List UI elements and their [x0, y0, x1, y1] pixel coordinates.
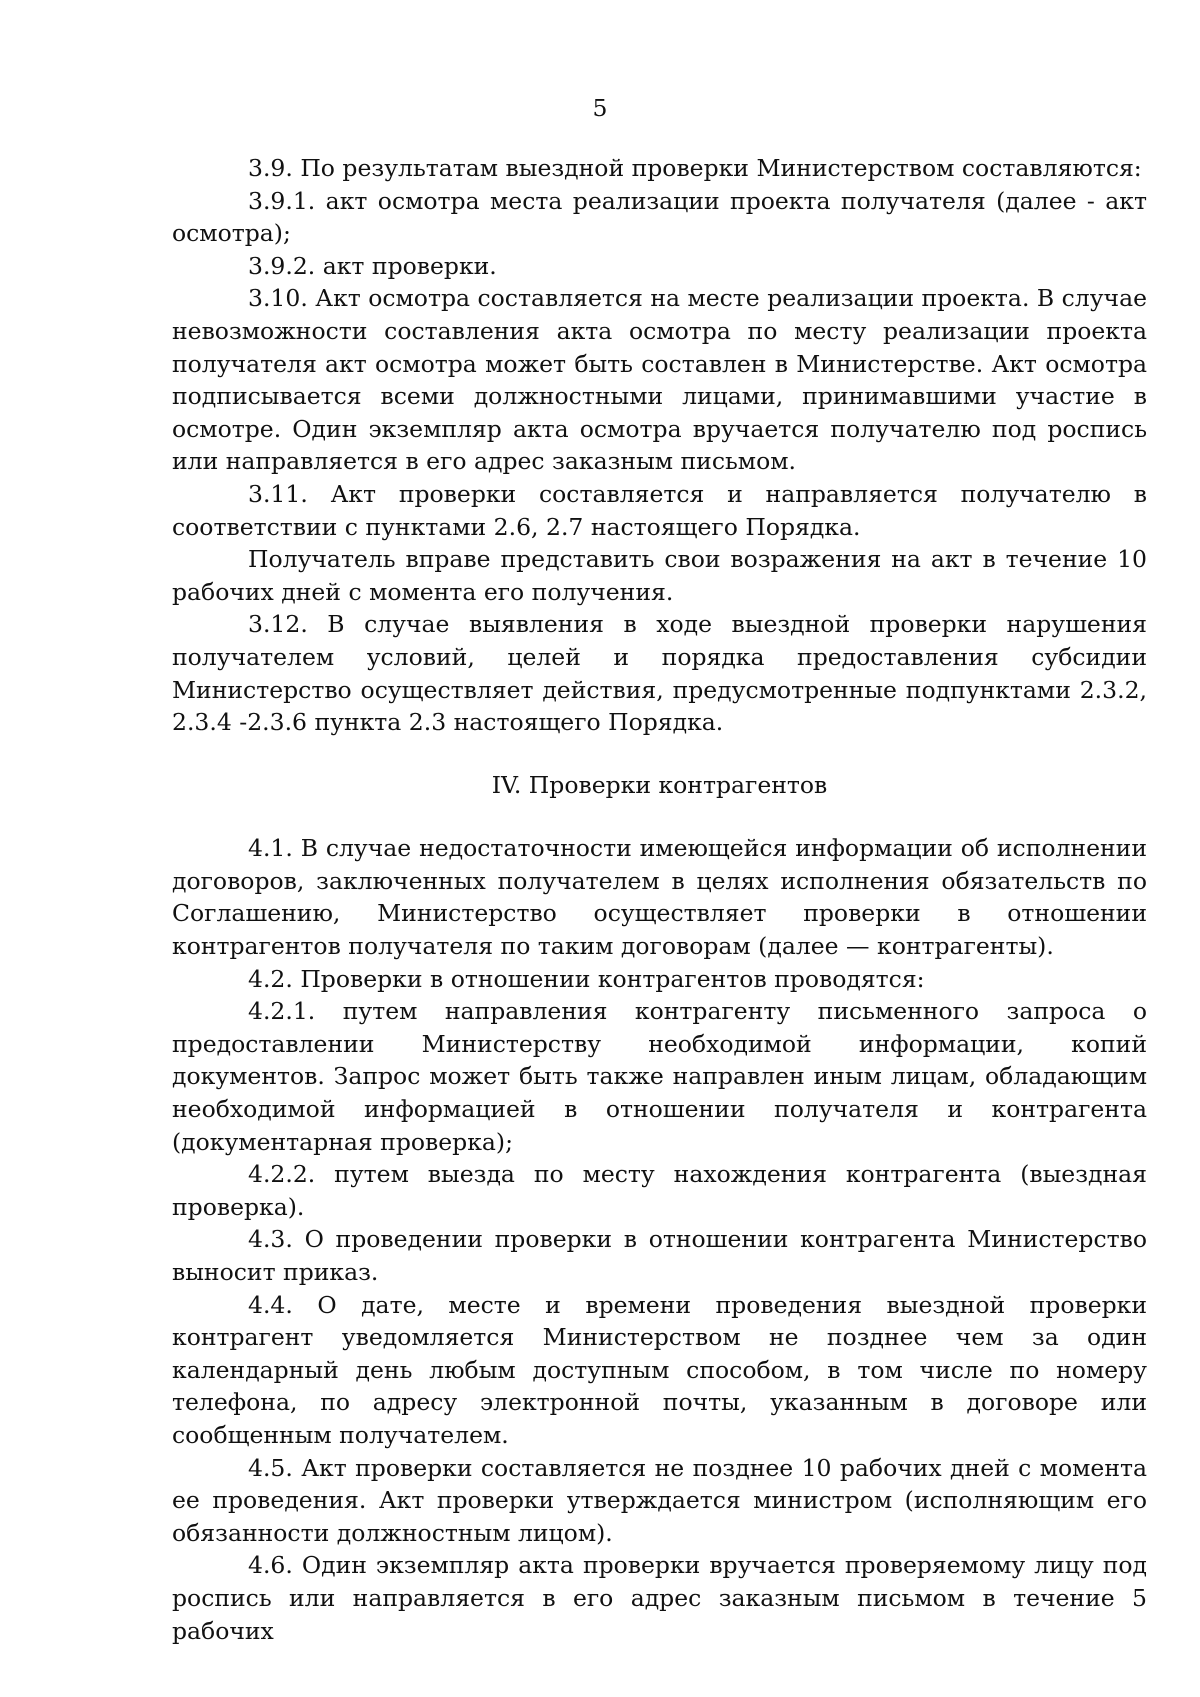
paragraph-4-2: 4.2. Проверки в отношении контрагентов проводятся:: [248, 964, 925, 993]
section-heading-iv: IV. Проверки контрагентов: [491, 770, 828, 799]
paragraph-4-5: 4.5. Акт проверки составляется не позднее 10 рабочих дней с момента ее проведения. Акт проверки утверждается министром (исполняющим его обязанности должностным лицом).: [172, 1453, 1147, 1547]
paragraph-4-6: 4.6. Один экземпляр акта проверки вручается проверяемому лицу под роспись или направляется в его адрес заказным письмом в течение 5 рабочих: [172, 1551, 1147, 1645]
paragraph-4-2-1: 4.2.1. путем направления контрагенту письменного запроса о предоставлении Министерству необходимой информации, копий документов. Запрос может быть также направлен иным лицам, обладающим необходимой информацией в отношении получателя и контрагента (документарная проверка);: [172, 997, 1147, 1156]
page-number: 5: [592, 94, 608, 122]
paragraph-objections: Получатель вправе представить свои возражения на акт в течение 10 рабочих дней с момента его получения.: [172, 545, 1147, 606]
paragraph-3-9-1: 3.9.1. акт осмотра места реализации проекта получателя (далее - акт осмотра);: [172, 186, 1147, 248]
paragraph-4-1: 4.1. В случае недостаточности имеющейся информации об исполнении договоров, заключенных получателем в целях исполнения обязательств по Соглашению, Министерство осуществляет проверки в отношении контрагентов получателя по таким договорам (далее — контрагенты).: [172, 834, 1147, 961]
paragraph-3-12: 3.12. В случае выявления в ходе выездной проверки нарушения получателем условий, целей и порядка предоставления субсидии Министерство осуществляет действия, предусмотренные подпунктами 2.3.2, 2.3.4 -2.3.6 пункта 2.3 настоящего Порядка.: [172, 610, 1147, 737]
paragraph-3-11: 3.11. Акт проверки составляется и направляется получателю в соответствии с пунктами 2.6, 2.7 настоящего Порядка.: [172, 479, 1147, 541]
paragraph-3-9: 3.9. По результатам выездной проверки Министерством составляются:: [248, 154, 1142, 182]
paragraph-4-3: 4.3. О проведении проверки в отношении контрагента Министерство выносит приказ.: [172, 1225, 1147, 1286]
paragraph-3-9-2: 3.9.2. акт проверки.: [248, 251, 497, 280]
paragraph-4-2-2: 4.2.2. путем выезда по месту нахождения контрагента (выездная проверка).: [172, 1160, 1147, 1221]
paragraph-3-10: 3.10. Акт осмотра составляется на месте реализации проекта. В случае невозможности составления акта осмотра по месту реализации проекта получателя акт осмотра может быть составлен в Министерстве. Акт осмотра подписывается всеми должностными лицами, принимавшими участие в осмотре. Один экземпляр акта осмотра вручается получателю под роспись или направляется в его адрес заказным письмом.: [172, 284, 1147, 476]
document-body: [172, 152, 1147, 1647]
paragraph-4-4: 4.4. О дате, месте и времени проведения выездной проверки контрагент уведомляется Министерством не позднее чем за один календарный день любым доступным способом, в том числе по номеру телефона, по адресу электронной почты, указанным в договоре или сообщенным получателем.: [172, 1290, 1147, 1449]
